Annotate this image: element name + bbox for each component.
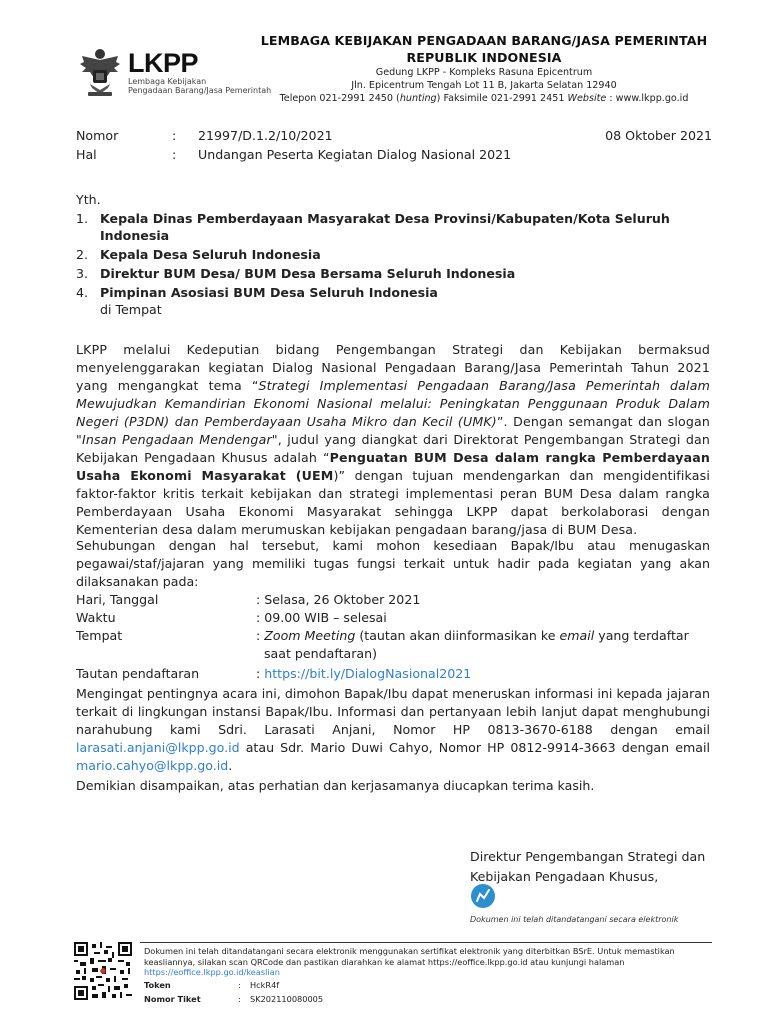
garuda-emblem-icon bbox=[78, 46, 122, 98]
closing-paragraph: Demikian disampaikan, atas perhatian dan kerjasamanya diucapkan terima kasih. bbox=[76, 778, 595, 793]
lkpp-logo bbox=[78, 44, 272, 100]
contact-line: Telepon 021-2991 2450 (hunting) Faksimile 021-2991 2451 Website : www.lkpp.go.id bbox=[279, 93, 689, 104]
event-time-row: Waktu : 09.00 WIB – selesai bbox=[76, 610, 387, 625]
letterhead-text bbox=[258, 32, 710, 105]
logo-subtitle-2: Pengadaan Barang/Jasa Pemerintah bbox=[128, 86, 272, 95]
ticket-row: Nomor Tiket : SK202110080005 bbox=[144, 993, 324, 1004]
addressee-item: 4. Pimpinan Asosiasi BUM Desa Seluruh Indonesia bbox=[76, 285, 438, 300]
esign-note: Dokumen ini telah ditandatangani secara elektronik bbox=[470, 915, 679, 924]
footer-verification bbox=[144, 946, 714, 1006]
addressee-item: 1. Kepala Dinas Pemberdayaan Masyarakat Desa Provinsi/Kabupaten/Kota Seluruh Indonesia bbox=[76, 211, 670, 243]
address-line-1: Gedung LKPP - Kompleks Rasuna Epicentrum bbox=[375, 67, 593, 78]
qr-code-icon bbox=[74, 942, 132, 1000]
letter-number: Nomor : 21997/D.1.2/10/2021 bbox=[76, 128, 333, 143]
intro-paragraph: LKPP melalui Kedeputian bidang Pengembangan Strategi dan Kebijakan bermaksud menyelenggarakan kegiatan Dialog Nasional Pengadaan Barang/Jasa Pemerintah Tahun 2021 yang mengangkat tema “Strategi Implementasi Pengadaan Barang/Jasa Pemerintah dalam Mewujudkan Kemandirian Ekonomi Nasional melalui: Peningkatan Penggunaan Produk Dalam Negeri (P3DN) dan Pemberdayaan Usaha Mikro dan Kecil (UMK)”. Dengan semangat dan slogan "Insan Pengadaan Mendengar", judul yang diangkat dari Direktorat Pengembangan Strategi dan Kebijakan Pengadaan Khusus adalah “Penguatan BUM Desa dalam rangka Pemberdayaan Usaha Ekonomi Masyarakat (UEM)” dengan tujuan mendengarkan dan mengidentifikasi faktor-faktor kritis terkait kebijakan dan strategi implementasi peran BUM Desa dalam rangka Pemberdayaan Usaha Ekonomi Masyarakat sehingga LKPP dapat berkolaborasi dengan Kementerian desa dalam merumuskan kebijakan pengadaan barang/jasa di BUM Desa. bbox=[76, 342, 710, 537]
footer-divider bbox=[140, 942, 712, 943]
email-link-mario[interactable]: mario.cahyo@lkpp.go.id bbox=[76, 758, 229, 773]
addressee-location: di Tempat bbox=[100, 302, 162, 317]
addressee-item: 2. Kepala Desa Seluruh Indonesia bbox=[76, 247, 321, 262]
registration-link[interactable]: https://bit.ly/DialogNasional2021 bbox=[264, 666, 472, 681]
contact-paragraph: Mengingat pentingnya acara ini, dimohon Bapak/Ibu dapat meneruskan informasi ini kepada jajaran terkait di lingkungan instansi Bapak/Ibu. Informasi dan pertanyaan lebih lanjut dapat menghubungi narahubung kami Sdri. Larasati Anjani, Nomor HP 0813-3670-6188 dengan email larasati.anjani@lkpp.go.id atau Sdr. Mario Duwi Cahyo, Nomor HP 0812-9914-3663 dengan email mario.cahyo@lkpp.go.id. bbox=[76, 686, 710, 773]
letter-date: 08 Oktober 2021 bbox=[605, 128, 712, 143]
event-details bbox=[76, 591, 716, 683]
institution-name: LEMBAGA KEBIJAKAN PENGADAAN BARANG/JASA PEMERINTAH bbox=[260, 33, 708, 48]
token-row: Token : HckR4f bbox=[144, 979, 280, 990]
event-date-row: Hari, Tanggal : Selasa, 26 Oktober 2021 bbox=[76, 592, 421, 607]
logo-wordmark: LKPP bbox=[128, 48, 199, 78]
request-paragraph: Sehubungan dengan hal tersebut, kami mohon kesediaan Bapak/Ibu atau menugaskan pegawai/staf/jajaran yang memiliki tugas fungsi terkait untuk hadir pada kegiatan yang akan dilaksanakan pada: bbox=[76, 538, 710, 589]
registration-row: Tautan pendaftaran : https://bit.ly/DialogNasional2021 bbox=[76, 666, 472, 681]
country-name: REPUBLIK INDONESIA bbox=[406, 50, 562, 65]
logo-subtitle-1: Lembaga Kebijakan bbox=[128, 77, 207, 86]
event-place-row: Tempat : Zoom Meeting (tautan akan diinformasikan ke email yang terdaftar saat pendaftaran) bbox=[76, 628, 689, 661]
email-link-larasati[interactable]: larasati.anjani@lkpp.go.id bbox=[76, 740, 240, 755]
esign-badge-icon bbox=[470, 883, 496, 909]
signature-block bbox=[470, 847, 730, 887]
signatory-title-2: Kebijakan Pengadaan Khusus, bbox=[470, 869, 659, 884]
greeting: Yth. bbox=[76, 192, 101, 207]
letter-subject: Hal : Undangan Peserta Kegiatan Dialog Nasional 2021 bbox=[76, 147, 512, 162]
footer-text: Dokumen ini telah ditandatangani secara elektronik menggunakan sertifikat elektronik yang diterbitkan BSrE. Untuk memastikan keasliannya, silakan scan QRCode dan pastikan diarahkan ke alamat https://eoffice.lkpp.go.id atau kunjungi halaman https://eoffice.lkpp.go.id/keaslian bbox=[144, 946, 675, 978]
addressee-block bbox=[76, 191, 716, 318]
addressee-item: 3. Direktur BUM Desa/ BUM Desa Bersama Seluruh Indonesia bbox=[76, 266, 516, 281]
verification-link[interactable]: https://eoffice.lkpp.go.id/keaslian bbox=[144, 967, 280, 978]
address-line-2: Jln. Epicentrum Tengah Lot 11 B, Jakarta Selatan 12940 bbox=[351, 80, 617, 91]
signatory-title-1: Direktur Pengembangan Strategi dan bbox=[470, 849, 706, 864]
